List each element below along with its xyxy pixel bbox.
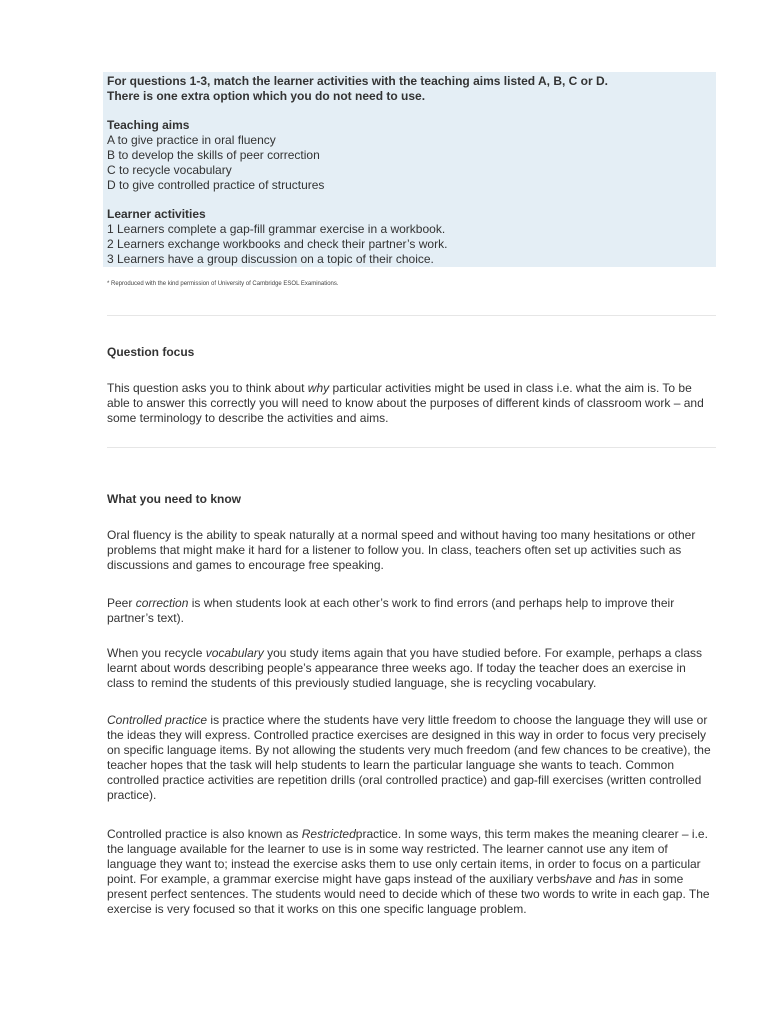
activities-heading: Learner activities (107, 207, 206, 221)
text: in some present perfect sentences. The students would need to decide which of these two words to write in each gap. The exercise is very focused so that it works on this one specific language problem. (107, 872, 710, 916)
text: practice. In some ways, this term makes the meaning clearer – i.e. the language available for the learner to use is in some way restricted. The learner cannot use any item of language they want to; instead the exercise asks them to use only certain items, in order to focus on a particular point. For example, a grammar exercise might have gaps instead of the auxiliary verbs (107, 827, 708, 886)
oral-fluency-paragraph (107, 528, 716, 573)
divider (107, 447, 716, 448)
text: and (591, 872, 619, 886)
aim-item: C to recycle vocabulary (107, 163, 232, 177)
text-emphasis: Controlled practice (107, 713, 208, 727)
activity-item: 1 Learners complete a gap-fill grammar exercise in a workbook. (107, 222, 446, 236)
recycle-vocabulary-paragraph (107, 646, 716, 691)
what-you-need-to-know-heading: What you need to know (107, 492, 241, 506)
restricted-practice-paragraph (107, 827, 716, 917)
task-instruction: For questions 1-3, match the learner activities with the teaching aims listed A, B, C or D. (107, 74, 609, 88)
text: you study items again that you have studied before. For example, perhaps a class learnt about words describing people’s appearance three weeks ago. If today the teacher does an exercise in class to remind the students of this previously studied language, she is recycling vocabulary. (107, 646, 702, 690)
activity-item: 3 Learners have a group discussion on a topic of their choice. (107, 252, 434, 266)
question-focus-section (107, 345, 716, 360)
task-instruction-extra: There is one extra option which you do not need to use. (107, 89, 426, 103)
text: Peer (107, 596, 136, 610)
aim-item: A to give practice in oral fluency (107, 133, 276, 147)
text: is when students look at each other’s work to find errors (and perhaps help to improve their partner’s text). (107, 596, 675, 625)
text: Oral fluency is the ability to speak naturally at a normal speed and without having too many hesitations or other problems that might make it hard for a listener to follow you. In class, teachers often set up activities such as discussions and games to encourage free speaking. (107, 528, 696, 572)
aims-heading: Teaching aims (107, 118, 190, 132)
text: is practice where the students have very little freedom to choose the language they will use or the ideas they will express. Controlled practice exercises are designed in this way in order to focus very precisely on specific language items. By not allowing the students very much freedom (and few chances to be creative), the teacher hopes that the task will help students to learn the particular language she wants to teach. Common controlled practice activities are repetition drills (oral controlled practice) and gap-fill exercises (written controlled practice). (107, 713, 711, 802)
aim-item: D to give controlled practice of structures (107, 178, 325, 192)
text-emphasis: why (307, 381, 330, 395)
text-emphasis: vocabulary (205, 646, 264, 660)
question-focus-heading: Question focus (107, 345, 195, 359)
text: Controlled practice is also known as (107, 827, 302, 841)
text-emphasis: correction (135, 596, 189, 610)
aim-item: B to develop the skills of peer correction (107, 148, 320, 162)
controlled-practice-paragraph (107, 713, 716, 803)
text: This question asks you to think about (107, 381, 308, 395)
activity-item: 2 Learners exchange workbooks and check their partner’s work. (107, 237, 448, 251)
text-emphasis: have (565, 872, 592, 886)
question-focus-paragraph (107, 381, 716, 426)
divider (107, 315, 716, 316)
text-emphasis: has (618, 872, 638, 886)
footnote: * Reproduced with the kind permission of University of Cambridge ESOL Examinations. (107, 281, 339, 287)
what-you-need-to-know-section (107, 492, 716, 507)
text: When you recycle (107, 646, 206, 660)
text: particular activities might be used in class i.e. what the aim is. To be able to answer this correctly you will need to know about the purposes of different kinds of classroom work – and some terminology to describe the activities and aims. (107, 381, 704, 425)
text-emphasis: Restricted (301, 827, 356, 841)
task-box (103, 72, 716, 267)
peer-correction-paragraph (107, 596, 716, 626)
